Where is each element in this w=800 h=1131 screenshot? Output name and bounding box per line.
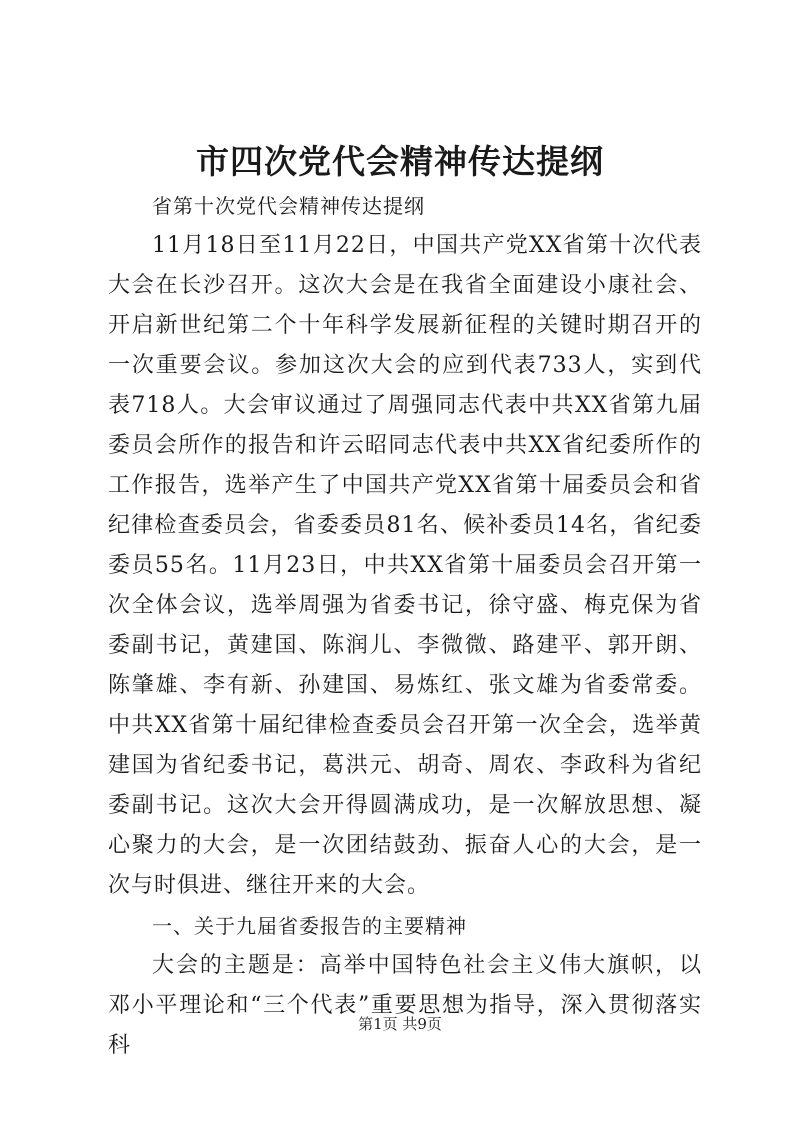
paragraph-theme: 大会的主题是：高举中国特色社会主义伟大旗帜，以邓小平理论和“三个代表”重要思想为指导，深入贯彻落实科 [108,953,702,1058]
paragraph-subtitle: 省第十次党代会精神传达提纲 [152,194,425,218]
document-title: 市四次党代会精神传达提纲 [196,142,604,181]
section-heading: 一、关于九届省委报告的主要精神 [152,914,467,938]
document-body [108,186,702,1066]
paragraph-meeting-summary: 11月18日至11月22日，中国共产党XX省第十次代表大会在长沙召开。这次大会是在我省全面建设小康社会、开启新世纪第二个十年科学发展新征程的关键时期召开的一次重要会议。参加这次大会的应到代表733人，实到代表718人。大会审议通过了周强同志代表中共XX省第九届委员会所作的报告和许云昭同志代表中共XX省纪委所作的工作报告，选举产生了中国共产党XX省第十届委员会和省纪律检查委员会，省委委员81名、候补委员14名，省纪委委员55名。11月23日，中共XX省第十届委员会召开第一次全体会议，选举周强为省委书记，徐守盛、梅克保为省委副书记，黄建国、陈润儿、李微微、路建平、郭开朗、陈肇雄、李有新、孙建国、易炼红、张文雄为省委常委。中共XX省第十届纪律检查委员会召开第一次全会，选举黄建国为省纪委书记，葛洪元、胡奇、周农、李政科为省纪委副书记。这次大会开得圆满成功，是一次解放思想、凝心聚力的大会，是一次团结鼓劲、振奋人心的大会，是一次与时俱进、继往开来的大会。 [108,233,702,898]
page-number-footer: 第1页 共9页 [358,1015,442,1033]
